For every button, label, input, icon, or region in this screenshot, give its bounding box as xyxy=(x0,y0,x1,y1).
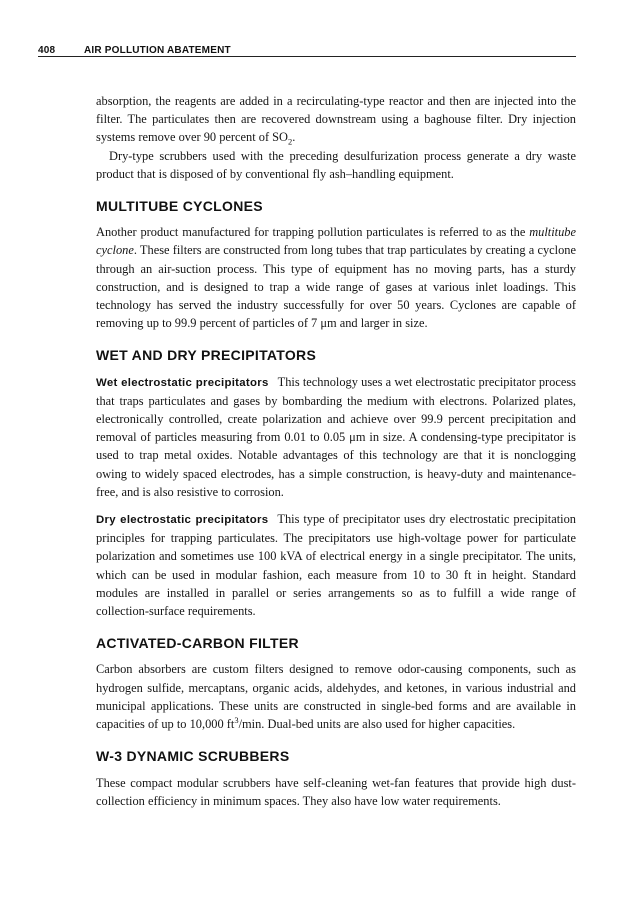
section-heading-multitube: MULTITUBE CYCLONES xyxy=(96,198,263,215)
wet-precipitator-paragraph: Wet electrostatic precipitators This technology uses a wet electrostatic precipitator process that traps particulates and gases by bombarding the medium with electrons. Polarized plates, electronically controlled, create polarization and achieve over 99.9 percent precipitation and removal of particles measuring from 0.01 to 0.05 μm in size. A condensing-type precipitator is used to trap metal oxides. Notable advantages of this technology are that it is nonclogging owing to widely spaced electrodes, has a simple construction, is heavy-duty and maintenance-free, and is also resistive to corrosion. xyxy=(96,374,576,499)
dry-precipitator-paragraph: Dry electrostatic precipitators This type of precipitator uses dry electrostatic precipitation principles for trapping particulates. The precipitators use high-voltage power for particulate polarization and sometimes use 100 kVA of electrical energy in a single precipitator. The units, which can be used in modular fashion, each measure from 10 to 30 ft in height. Standard modules are installed in parallel or series arrangements so as to fulfill a wide range of collection-surface requirements. xyxy=(96,512,576,619)
w3-paragraph: These compact modular scrubbers have self-cleaning wet-fan features that provide high dust-collection efficiency in minimum spaces. They also have low water requirements. xyxy=(96,775,576,808)
body-text xyxy=(96,92,576,810)
intro-paragraph-1: absorption, the reagents are added in a recirculating-type reactor and then are injected into the filter. The particulates then are recovered downstream using a baghouse filter. Dry injection systems remove over 90 percent of $SO_2$. xyxy=(96,94,576,147)
multitube-paragraph: Another product manufactured for trapping pollution particulates is referred to as the multitube cyclone. These filters are constructed from long tubes that trap particulates by creating a cyclone through an air-suction process. This type of equipment has no moving parts, has a sturdy construction, and is designed to trap a wide range of gases at various inlet loadings. This technology has served the industry successfully for over 50 years. Cyclones are capable of removing up to 99.9 percent of particles of 7 μm and larger in size. xyxy=(96,225,576,331)
carbon-paragraph: Carbon absorbers are custom filters designed to remove odor-causing components, such as hydrogen sulfide, mercaptans, organic acids, aldehydes, and ketones, in various industrial and municipal applications. These units are constructed in single-bed forms and are available in capacities of up to 10,000 $ft^3/\min$. Dual-bed units are also used for higher capacities. xyxy=(96,662,576,732)
running-title: AIR POLLUTION ABATEMENT xyxy=(84,45,231,56)
page-header xyxy=(38,42,580,56)
page-number: 408 xyxy=(38,45,56,56)
section-heading-w3: W-3 DYNAMIC SCRUBBERS xyxy=(96,748,290,765)
header-rule xyxy=(38,56,576,57)
section-heading-carbon: ACTIVATED-CARBON FILTER xyxy=(96,635,299,652)
dry-runin-heading: Dry electrostatic precipitators xyxy=(96,514,269,527)
wet-runin-heading: Wet electrostatic precipitators xyxy=(96,376,269,389)
intro-paragraph-2: Dry-type scrubbers used with the preceding desulfurization process generate a dry waste product that is disposed of by conventional fly ash–handling equipment. xyxy=(96,148,576,181)
section-heading-precipitators: WET AND DRY PRECIPITATORS xyxy=(96,347,317,364)
